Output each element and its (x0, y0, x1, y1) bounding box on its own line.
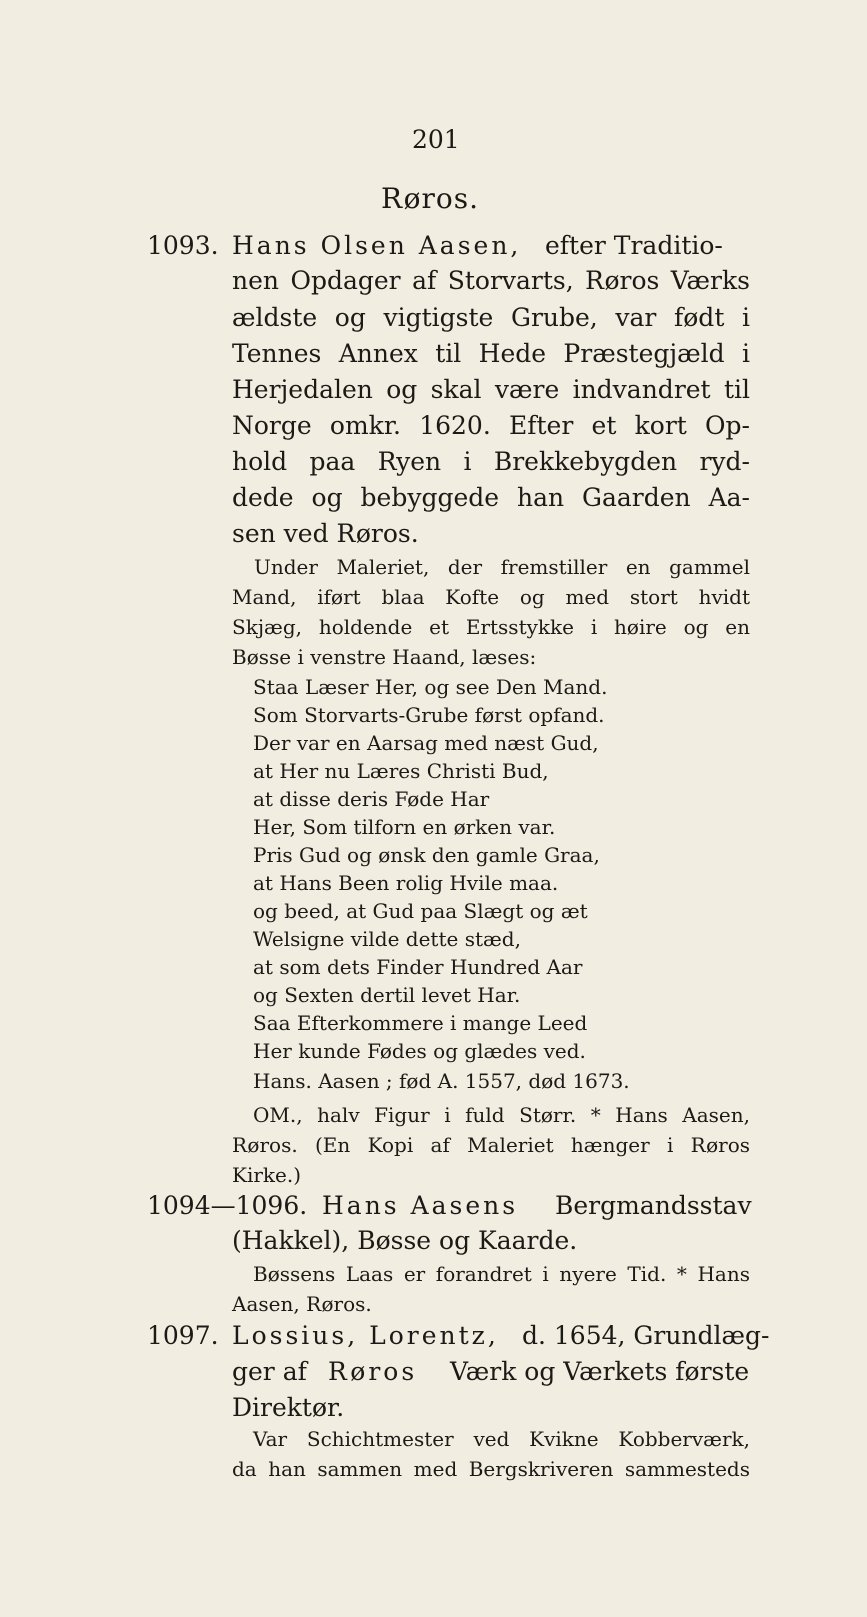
verse-line: at som dets Finder Hundred Aar (253, 955, 583, 979)
note-line: Aasen, Røros. (232, 1292, 372, 1316)
body-line: Røros (328, 1357, 418, 1386)
verse-line: Som Storvarts-Grube først opfand. (253, 703, 605, 727)
body-line: ældste og vigtigste Grube, var født i (232, 303, 750, 332)
body-line: d. 1654, Grundlæg- (522, 1321, 770, 1350)
page-number: 201 (412, 125, 460, 154)
entry-name: Hans Aasens (322, 1191, 519, 1220)
body-line: Direktør. (232, 1393, 345, 1422)
entry-name: Hans Olsen Aasen, (232, 231, 522, 260)
body-line: Bergmandsstav (555, 1191, 752, 1220)
entry-number: 1093. (147, 231, 219, 260)
verse-line: og Sexten dertil levet Har. (253, 983, 521, 1007)
body-line: Værk og Værkets første (450, 1357, 750, 1386)
verse-line: Her, Som tilforn en ørken var. (253, 815, 556, 839)
verse-line: Staa Læser Her, og see Den Mand. (253, 675, 608, 699)
body-line: Tennes Annex til Hede Præstegjæld i (232, 339, 750, 368)
body-line: nen Opdager af Storvarts, Røros Værks (232, 266, 750, 295)
verse-line: at disse deris Føde Har (253, 787, 490, 811)
description-line: Mand, iført blaa Kofte og med stort hvidt (232, 585, 750, 609)
verse-line: og beed, at Gud paa Slægt og æt (253, 899, 588, 923)
body-line: ger af (232, 1357, 307, 1386)
note-line: OM., halv Figur i fuld Størr. * Hans Aasen, (253, 1103, 750, 1127)
page-title: Røros. (381, 182, 479, 215)
body-line: sen ved Røros. (232, 519, 419, 548)
verse-line: Her kunde Fødes og glædes ved. (253, 1039, 586, 1063)
verse-line: Der var en Aarsag med næst Gud, (253, 731, 599, 755)
verse-line: Pris Gud og ønsk den gamle Graa, (253, 843, 600, 867)
body-line: efter Traditio- (545, 231, 723, 260)
entry-number: 1097. (147, 1321, 219, 1350)
verse-line: Hans. Aasen ; fød A. 1557, død 1673. (253, 1069, 630, 1093)
description-line: Bøsse i venstre Haand, læses: (232, 645, 537, 669)
verse-line: at Hans Been rolig Hvile maa. (253, 871, 559, 895)
note-line: Bøssens Laas er forandret i nyere Tid. * Hans (253, 1262, 750, 1286)
verse-line: at Her nu Læres Christi Bud, (253, 759, 549, 783)
description-line: Under Maleriet, der fremstiller en gammel (254, 555, 750, 579)
verse-line: Saa Efterkommere i mange Leed (253, 1011, 588, 1035)
body-line: hold paa Ryen i Brekkebygden ryd- (232, 447, 750, 476)
note-line: Var Schichtmester ved Kvikne Kobberværk, (253, 1427, 750, 1451)
note-line: da han sammen med Bergskriveren sammesteds (232, 1457, 750, 1481)
body-line: (Hakkel), Bøsse og Kaarde. (232, 1226, 578, 1255)
entry-number: 1094—1096. (147, 1191, 308, 1220)
entry-name: Lossius, Lorentz, (232, 1321, 499, 1350)
verse-line: Welsigne vilde dette stæd, (253, 927, 521, 951)
body-line: Herjedalen og skal være indvandret til (232, 375, 750, 404)
body-line: Norge omkr. 1620. Efter et kort Op- (232, 411, 750, 440)
note-line: Kirke.) (232, 1163, 302, 1187)
note-line: Røros. (En Kopi af Maleriet hænger i Røros (232, 1133, 750, 1157)
description-line: Skjæg, holdende et Ertsstykke i høire og en (232, 615, 750, 639)
body-line: dede og bebyggede han Gaarden Aa- (232, 483, 750, 512)
